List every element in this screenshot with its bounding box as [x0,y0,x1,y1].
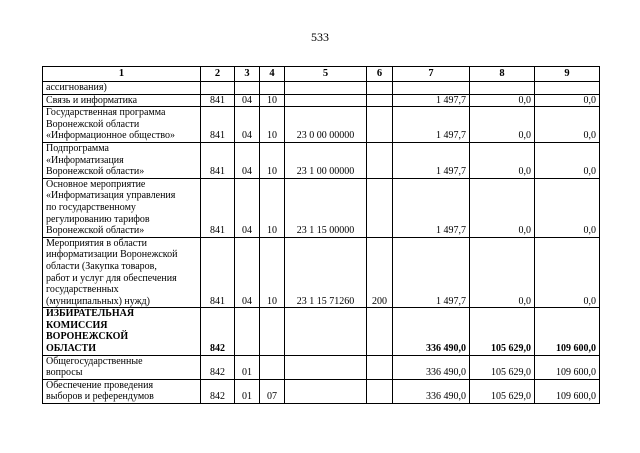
expense-type-cell [367,308,393,355]
budget-table [42,66,600,404]
section-code-cell: 04 [235,237,260,308]
expense-type-cell: 200 [367,237,393,308]
amount-year3-cell: 0,0 [535,237,600,308]
amount-year1-cell: 336 490,0 [393,379,470,403]
column-header: 5 [285,67,367,82]
amount-year3-cell: 0,0 [535,107,600,143]
amount-year2-cell: 105 629,0 [470,308,535,355]
table-row [43,308,600,355]
amount-year1-cell [393,82,470,95]
table-row [43,355,600,379]
target-article-cell [285,308,367,355]
amount-year3-cell: 0,0 [535,142,600,178]
expense-type-cell [367,379,393,403]
amount-year2-cell [470,82,535,95]
section-code-cell: 04 [235,142,260,178]
subsection-code-cell: 10 [260,142,285,178]
amount-year1-cell: 1 497,7 [393,142,470,178]
amount-year3-cell: 0,0 [535,94,600,107]
subsection-code-cell: 10 [260,94,285,107]
table-row [43,94,600,107]
column-header: 3 [235,67,260,82]
amount-year2-cell: 105 629,0 [470,355,535,379]
gr-code-cell: 842 [201,308,235,355]
table-row [43,379,600,403]
table-body [43,82,600,404]
table-header-row [43,67,600,82]
section-code-cell: 04 [235,178,260,237]
subsection-code-cell [260,355,285,379]
section-code-cell [235,308,260,355]
table-row [43,237,600,308]
subsection-code-cell: 10 [260,237,285,308]
section-code-cell: 04 [235,107,260,143]
amount-year1-cell: 336 490,0 [393,308,470,355]
amount-year2-cell: 0,0 [470,107,535,143]
gr-code-cell: 841 [201,142,235,178]
row-name-cell: Основное мероприятие «Информатизация управления по государственному регулированию тарифов Воронежской области» [43,178,201,237]
page-number: 533 [311,30,329,44]
amount-year3-cell: 109 600,0 [535,355,600,379]
amount-year3-cell: 109 600,0 [535,379,600,403]
amount-year3-cell: 0,0 [535,178,600,237]
row-name-cell: Связь и информатика [43,94,201,107]
column-header: 2 [201,67,235,82]
target-article-cell: 23 1 15 71260 [285,237,367,308]
table-row [43,107,600,143]
amount-year2-cell: 0,0 [470,94,535,107]
row-name-cell: ассигнования) [43,82,201,95]
subsection-code-cell [260,82,285,95]
amount-year3-cell: 109 600,0 [535,308,600,355]
target-article-cell: 23 1 00 00000 [285,142,367,178]
amount-year1-cell: 1 497,7 [393,107,470,143]
table-row [43,142,600,178]
section-code-cell: 01 [235,355,260,379]
expense-type-cell [367,142,393,178]
table-row [43,178,600,237]
gr-code-cell: 841 [201,94,235,107]
amount-year3-cell [535,82,600,95]
column-header: 9 [535,67,600,82]
row-name-cell: Общегосударственные вопросы [43,355,201,379]
expense-type-cell [367,107,393,143]
amount-year1-cell: 1 497,7 [393,178,470,237]
column-header: 6 [367,67,393,82]
gr-code-cell: 841 [201,178,235,237]
column-header: 1 [43,67,201,82]
target-article-cell [285,82,367,95]
section-code-cell [235,82,260,95]
gr-code-cell: 842 [201,379,235,403]
expense-type-cell [367,178,393,237]
subsection-code-cell [260,308,285,355]
row-name-cell: Обеспечение проведения выборов и референдумов [43,379,201,403]
column-header: 7 [393,67,470,82]
target-article-cell [285,94,367,107]
subsection-code-cell: 10 [260,178,285,237]
expense-type-cell [367,94,393,107]
gr-code-cell: 842 [201,355,235,379]
target-article-cell [285,355,367,379]
amount-year2-cell: 0,0 [470,142,535,178]
section-code-cell: 01 [235,379,260,403]
amount-year2-cell: 105 629,0 [470,379,535,403]
expense-type-cell [367,82,393,95]
column-header: 8 [470,67,535,82]
row-name-cell: ИЗБИРАТЕЛЬНАЯ КОМИССИЯ ВОРОНЕЖСКОЙ ОБЛАСТИ [43,308,201,355]
amount-year1-cell: 1 497,7 [393,237,470,308]
expense-type-cell [367,355,393,379]
row-name-cell: Подпрограмма «Информатизация Воронежской области» [43,142,201,178]
row-name-cell: Мероприятия в области информатизации Воронежской области (Закупка товаров, работ и услуг для обеспечения государственных (муниципальных) нужд) [43,237,201,308]
table-row [43,82,600,95]
target-article-cell: 23 1 15 00000 [285,178,367,237]
amount-year1-cell: 336 490,0 [393,355,470,379]
target-article-cell [285,379,367,403]
amount-year2-cell: 0,0 [470,237,535,308]
gr-code-cell: 841 [201,107,235,143]
subsection-code-cell: 10 [260,107,285,143]
column-header: 4 [260,67,285,82]
amount-year1-cell: 1 497,7 [393,94,470,107]
row-name-cell: Государственная программа Воронежской области «Информационное общество» [43,107,201,143]
target-article-cell: 23 0 00 00000 [285,107,367,143]
gr-code-cell [201,82,235,95]
subsection-code-cell: 07 [260,379,285,403]
section-code-cell: 04 [235,94,260,107]
gr-code-cell: 841 [201,237,235,308]
amount-year2-cell: 0,0 [470,178,535,237]
